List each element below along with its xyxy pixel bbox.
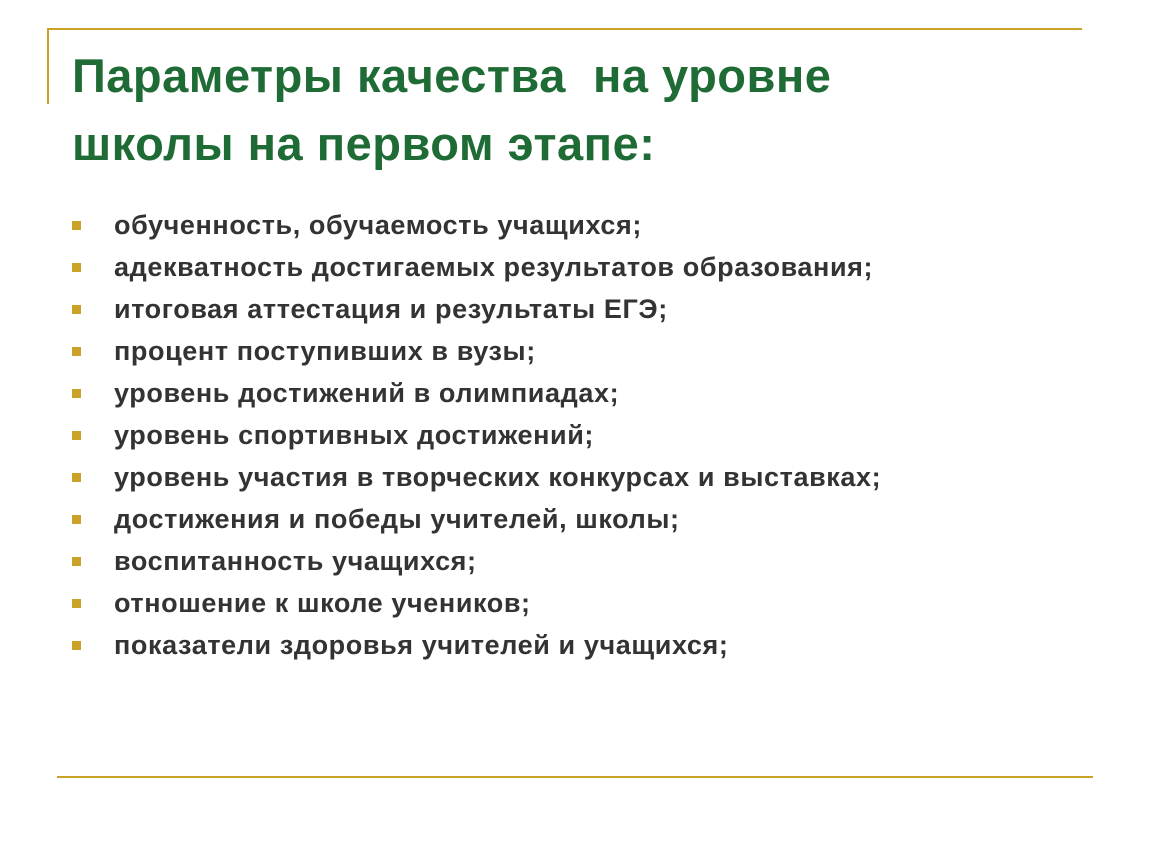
list-item xyxy=(72,288,881,330)
list-item xyxy=(72,246,881,288)
square-bullet-icon xyxy=(72,473,81,482)
square-bullet-icon xyxy=(72,221,81,230)
square-bullet-icon xyxy=(72,557,81,566)
list-item xyxy=(72,330,881,372)
list-item-text: уровень спортивных достижений; xyxy=(114,419,594,450)
bottom-divider xyxy=(57,776,1093,778)
list-item-text: обученность, обучаемость учащихся; xyxy=(114,209,642,240)
list-item xyxy=(72,204,881,246)
list-item-text: показатели здоровья учителей и учащихся; xyxy=(114,629,729,660)
top-divider xyxy=(48,28,1082,30)
square-bullet-icon xyxy=(72,515,81,524)
bullet-list xyxy=(72,204,881,666)
square-bullet-icon xyxy=(72,347,81,356)
list-item-text: уровень участия в творческих конкурсах и выставках; xyxy=(114,461,882,492)
square-bullet-icon xyxy=(72,305,81,314)
list-item-text: адекватность достигаемых результатов образования; xyxy=(114,251,874,282)
list-item xyxy=(72,456,881,498)
list-item xyxy=(72,624,881,666)
list-item xyxy=(72,540,881,582)
square-bullet-icon xyxy=(72,263,81,272)
list-item xyxy=(72,414,881,456)
list-item xyxy=(72,498,881,540)
slide-title: Параметры качества на уровне школы на первом этапе: xyxy=(72,49,832,170)
list-item-text: итоговая аттестация и результаты ЕГЭ; xyxy=(114,293,668,324)
list-item-text: достижения и победы учителей, школы; xyxy=(114,503,680,534)
left-divider xyxy=(47,28,49,104)
list-item-text: уровень достижений в олимпиадах; xyxy=(114,377,620,408)
square-bullet-icon xyxy=(72,431,81,440)
list-item-text: отношение к школе учеников; xyxy=(114,587,531,618)
square-bullet-icon xyxy=(72,599,81,608)
list-item xyxy=(72,582,881,624)
list-item-text: воспитанность учащихся; xyxy=(114,545,477,576)
square-bullet-icon xyxy=(72,641,81,650)
list-item-text: процент поступивших в вузы; xyxy=(114,335,536,366)
square-bullet-icon xyxy=(72,389,81,398)
list-item xyxy=(72,372,881,414)
